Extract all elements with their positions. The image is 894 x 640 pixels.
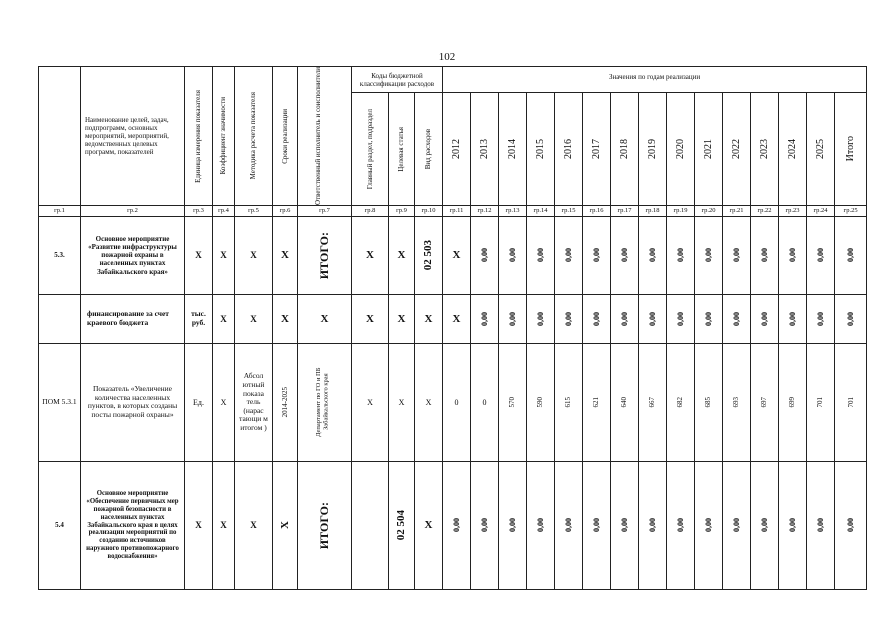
cell-value: 570 (508, 397, 517, 408)
cell-value: 0,00 (535, 248, 545, 263)
colnum: гр.7 (298, 205, 352, 216)
year-2018: 2018 (618, 139, 630, 160)
cell-method: Х (235, 461, 273, 589)
cell-code-type: Х (415, 461, 443, 589)
cell-value: 0,00 (507, 248, 517, 263)
header-executor: Ответственный исполнитель и соисполнители (313, 67, 322, 205)
cell-value: 0,00 (563, 518, 573, 533)
year-total: Итого (844, 136, 856, 162)
header-code-type: Вид расходов (424, 128, 433, 170)
cell-value: 0,00 (619, 311, 629, 326)
cell-value: 699 (788, 397, 797, 408)
cell-value: 0,00 (647, 518, 657, 533)
cell-value: 0,00 (675, 248, 685, 263)
cell-code-type: Х (415, 343, 443, 461)
cell-value: 0,00 (479, 518, 489, 533)
cell-value: 0,00 (591, 311, 601, 326)
cell-code-section: Х (352, 343, 389, 461)
cell-value: 0,00 (759, 248, 769, 263)
colnum: гр.17 (611, 205, 639, 216)
cell-code-article: Х (389, 343, 415, 461)
cell-value: 0,00 (845, 518, 855, 533)
cell-value: 0,00 (535, 311, 545, 326)
colnum: гр.25 (835, 205, 867, 216)
row-number: 5.3. (39, 216, 81, 294)
cell-value: 0,00 (787, 248, 797, 263)
colnum: гр.14 (527, 205, 555, 216)
cell-coef: Х (213, 461, 235, 589)
cell-terms: 2014-2025 (280, 387, 289, 418)
table-row (39, 343, 867, 461)
cell-value: 0,00 (787, 311, 797, 326)
page-number: 102 (438, 51, 456, 63)
cell-value: 0,00 (591, 518, 601, 533)
cell-executor: Департамент по ГО и ПБ Забайкальского края (314, 367, 329, 438)
cell-value: 615 (564, 397, 573, 408)
year-2013: 2013 (478, 139, 490, 160)
cell-value: 0,00 (845, 248, 855, 263)
table-row (39, 461, 867, 589)
colnum: гр.13 (499, 205, 527, 216)
cell-value: 0,00 (703, 248, 713, 263)
cell-value: 0,00 (759, 518, 769, 533)
cell-value: 0,00 (815, 248, 825, 263)
cell-code-section (352, 461, 389, 589)
cell-executor: Х (298, 294, 352, 343)
colnum: гр.12 (471, 205, 499, 216)
cell-value: 0,00 (647, 248, 657, 263)
cell-code-type: Х (415, 294, 443, 343)
cell-value: 0,00 (563, 248, 573, 263)
cell-method: Х (235, 294, 273, 343)
cell-value: 0,00 (507, 311, 517, 326)
cell-value: 0,00 (507, 518, 517, 533)
year-2023: 2023 (758, 139, 770, 160)
row-number: ПОМ 5.3.1 (39, 343, 81, 461)
cell-code-article: Х (389, 216, 415, 294)
year-2020: 2020 (674, 139, 686, 160)
colnum: гр.5 (235, 205, 273, 216)
cell-value: 0,00 (479, 311, 489, 326)
header-values-group: Значения по годам реализации (443, 67, 867, 93)
cell-value: 0,00 (479, 248, 489, 263)
header-code-section: Главный раздел, подраздел (365, 108, 374, 190)
colnum: гр.8 (352, 205, 389, 216)
header-method: Методика расчета показателя (249, 92, 258, 180)
colnum: гр.9 (389, 205, 415, 216)
cell-value: 697 (760, 397, 769, 408)
colnum: гр.3 (185, 205, 213, 216)
cell-unit: тыс. руб. (185, 294, 213, 343)
cell-value: 0,00 (591, 248, 601, 263)
cell-coef: Х (213, 216, 235, 294)
colnum: гр.2 (81, 205, 185, 216)
cell-2012: 0,00 (451, 518, 461, 533)
cell-value: 0,00 (815, 518, 825, 533)
row-name: Показатель «Увеличение количества населенных пунктов, в которых созданы посты пожарной охраны» (81, 343, 185, 461)
cell-value: 0,00 (619, 248, 629, 263)
colnum: гр.21 (723, 205, 751, 216)
header-terms: Сроки реализации (280, 108, 289, 164)
cell-value: 0,00 (815, 311, 825, 326)
colnum: гр.6 (273, 205, 298, 216)
cell-value: 685 (704, 397, 713, 408)
header-codes-group: Коды бюджетной классификации расходов (352, 67, 443, 93)
cell-value: 0,00 (787, 518, 797, 533)
cell-unit: Х (185, 216, 213, 294)
cell-value: 0,00 (535, 518, 545, 533)
colnum: гр.23 (779, 205, 807, 216)
colnum: гр.1 (39, 205, 81, 216)
cell-value: 0,00 (619, 518, 629, 533)
row-name: Основное мероприятие «Развитие инфраструктуры пожарной охраны в населенных пунктах Забайкальского края» (81, 216, 185, 294)
row-number: 5.4 (39, 461, 81, 589)
cell-terms: Х (273, 216, 298, 294)
colnum: гр.18 (639, 205, 667, 216)
colnum: гр.16 (583, 205, 611, 216)
year-2016: 2016 (562, 139, 574, 160)
table-row (39, 294, 867, 343)
cell-value: 667 (648, 397, 657, 408)
header-coef: Коэффициент значимости (219, 97, 228, 175)
cell-value: 0,00 (845, 311, 855, 326)
table-row (39, 216, 867, 294)
colnum: гр.11 (443, 205, 471, 216)
budget-indicators-table (38, 66, 867, 590)
colnum: гр.20 (695, 205, 723, 216)
header-name: Наименование целей, задач, подпрограмм, основных мероприятий, мероприятий, ведомственных целевых программ, показателей (81, 67, 185, 206)
row-name: финансирование за счет краевого бюджета (81, 294, 185, 343)
colnum: гр.22 (751, 205, 779, 216)
cell-value: 0,00 (731, 311, 741, 326)
cell-terms: Х (273, 294, 298, 343)
cell-2012: Х (443, 216, 471, 294)
cell-coef: Х (213, 294, 235, 343)
row-number (39, 294, 81, 343)
year-2025: 2025 (814, 139, 826, 160)
cell-value: 0 (471, 343, 499, 461)
colnum: гр.4 (213, 205, 235, 216)
cell-code-article: 02 504 (395, 510, 408, 541)
cell-value: 701 (846, 397, 855, 408)
cell-code-section: Х (352, 294, 389, 343)
cell-code-type: 02 503 (422, 240, 435, 271)
cell-2012: 0 (443, 343, 471, 461)
cell-value: 0,00 (731, 248, 741, 263)
cell-value: 621 (592, 397, 601, 408)
cell-unit: Х (185, 461, 213, 589)
cell-value: 0,00 (563, 311, 573, 326)
header-unit: Единица измерения показателя (194, 89, 203, 183)
cell-terms: Х (278, 521, 291, 530)
cell-value: 0,00 (703, 518, 713, 533)
cell-executor: ИТОГО: (316, 501, 331, 550)
year-2012: 2012 (450, 139, 462, 160)
cell-value: 0,00 (675, 518, 685, 533)
cell-executor: ИТОГО: (316, 231, 331, 280)
column-numbers-row (39, 205, 867, 216)
colnum: гр.10 (415, 205, 443, 216)
year-2014: 2014 (506, 139, 518, 160)
colnum: гр.24 (807, 205, 835, 216)
cell-value: 0,00 (703, 311, 713, 326)
cell-value: 0,00 (647, 311, 657, 326)
cell-code-article: Х (389, 294, 415, 343)
year-2015: 2015 (534, 139, 546, 160)
cell-value: 0,00 (731, 518, 741, 533)
cell-method: Х (235, 216, 273, 294)
cell-2012: Х (443, 294, 471, 343)
year-2017: 2017 (590, 139, 602, 160)
colnum: гр.15 (555, 205, 583, 216)
row-name: Основное мероприятие «Обеспечение первичных мер пожарной безопасности в населенных пунктах Забайкальского края в целях реализации мероприятий по созданию источников наружного противопожарного водоснабжения» (81, 461, 185, 589)
cell-unit: Ед. (185, 343, 213, 461)
cell-method: Абсол ютный показа тель (нарас тающи м итогом ) (235, 343, 273, 461)
cell-value: 0,00 (675, 311, 685, 326)
cell-coef: Х (213, 343, 235, 461)
cell-value: 640 (620, 397, 629, 408)
cell-value: 0,00 (759, 311, 769, 326)
year-2022: 2022 (730, 139, 742, 160)
header-code-article: Целевая статья (397, 126, 406, 172)
cell-value: 701 (816, 397, 825, 408)
year-2024: 2024 (786, 139, 798, 160)
cell-code-section: Х (352, 216, 389, 294)
year-2019: 2019 (646, 139, 658, 160)
year-2021: 2021 (702, 139, 714, 160)
cell-value: 682 (676, 397, 685, 408)
cell-value: 693 (732, 397, 741, 408)
colnum: гр.19 (667, 205, 695, 216)
header-col1 (39, 67, 81, 206)
cell-value: 590 (536, 397, 545, 408)
